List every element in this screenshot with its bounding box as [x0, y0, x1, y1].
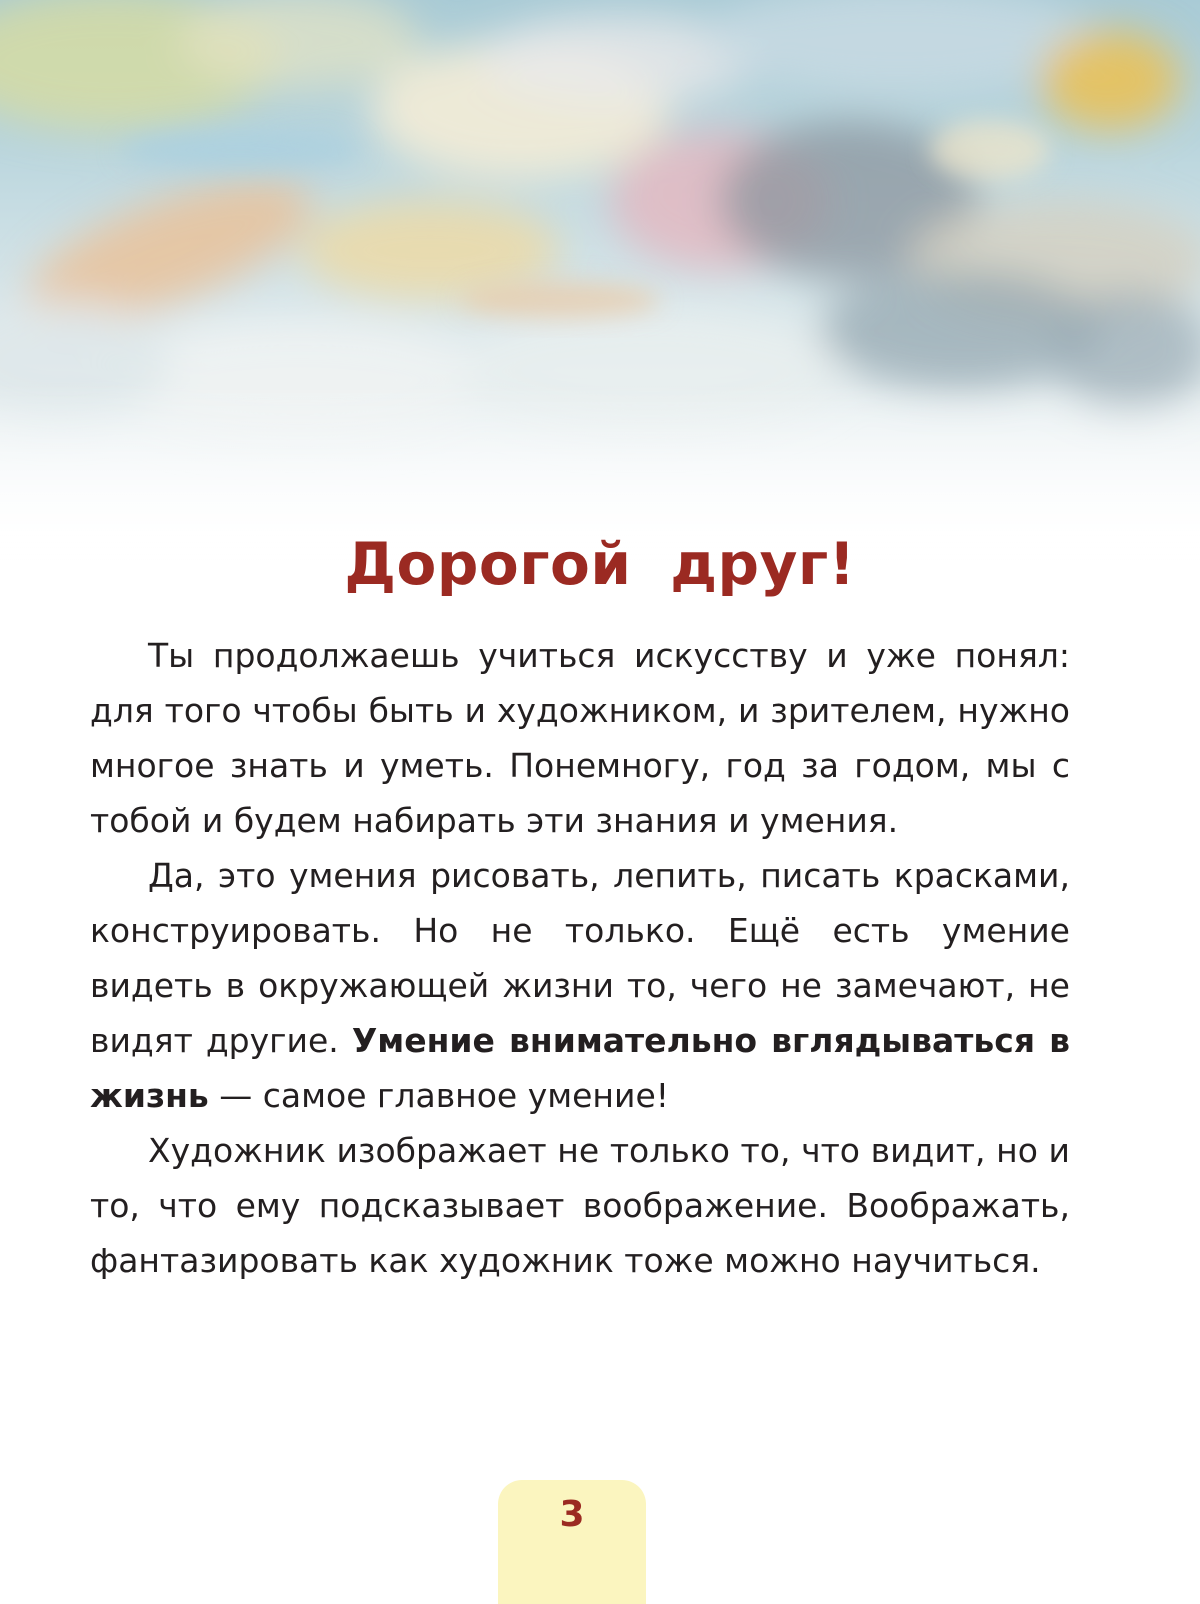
paragraph-2-bold-phrase: Умение внимательно вглядываться в жизнь	[90, 1021, 1070, 1115]
paragraph-1: Ты продолжаешь учиться искусству и уже понял: для того чтобы быть и художником, и зрителем, нужно многое знать и уметь. Понемногу, год за годом, мы с тобой и будем набирать эти знания и умения.	[90, 636, 1070, 840]
paragraph-2-text-before: Да, это умения рисовать, лепить, писать красками, конструировать. Но не только. Ещё есть умение видеть в окружающей жизни то, чего не замечают, не видят другие.	[90, 856, 1070, 1060]
page-number-badge	[498, 1480, 646, 1604]
paragraph-2	[90, 848, 1070, 1123]
page-number: 3	[559, 1494, 585, 1535]
page-title: Дорогой друг!	[344, 530, 856, 598]
watercolor-sky-illustration	[0, 0, 1200, 560]
body-text	[90, 628, 1070, 1288]
paragraph-2-text-after: — самое главное умение!	[208, 1076, 669, 1115]
paragraph-3: Художник изображает не только то, что видит, но и то, что ему подсказывает воображение. Воображать, фантазировать как художник тоже можно научиться.	[90, 1131, 1070, 1280]
sky-painting-svg	[0, 0, 1200, 560]
